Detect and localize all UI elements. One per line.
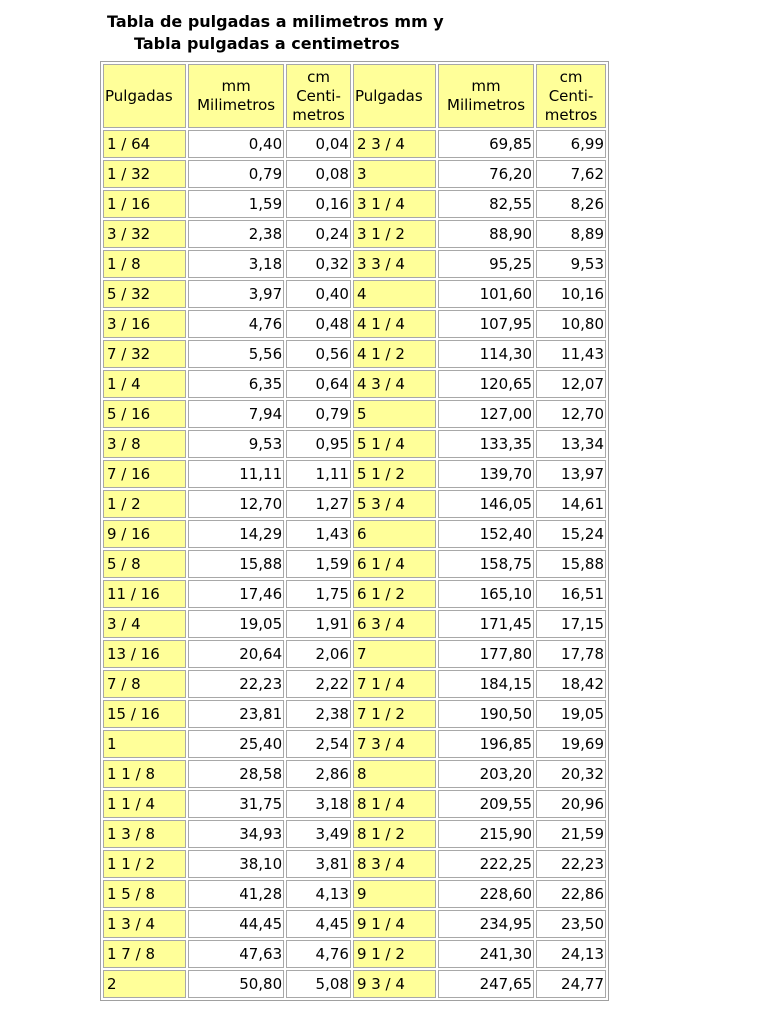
header-cm-abbr: cm [559, 67, 583, 86]
cell-inch-right: 8 1 / 4 [353, 790, 436, 818]
cell-inch-left: 1 / 4 [103, 370, 186, 398]
cell-cm-left: 0,56 [286, 340, 351, 368]
cell-inch-right: 5 1 / 2 [353, 460, 436, 488]
cell-mm-right: 101,60 [438, 280, 534, 308]
table-row [103, 160, 606, 188]
cell-inch-left: 1 / 64 [103, 130, 186, 158]
header-cm-name-1: Centi- [548, 86, 594, 105]
cell-inch-right: 5 3 / 4 [353, 490, 436, 518]
cell-mm-right: 190,50 [438, 700, 534, 728]
cell-mm-right: 95,25 [438, 250, 534, 278]
cell-inch-right: 2 3 / 4 [353, 130, 436, 158]
cell-cm-right: 24,77 [536, 970, 606, 998]
cell-inch-right: 4 1 / 2 [353, 340, 436, 368]
cell-mm-left: 44,45 [188, 910, 284, 938]
cell-mm-left: 41,28 [188, 880, 284, 908]
cell-cm-right: 22,86 [536, 880, 606, 908]
cell-mm-right: 158,75 [438, 550, 534, 578]
cell-mm-right: 120,65 [438, 370, 534, 398]
conversion-table [100, 61, 609, 1001]
cell-inch-left: 15 / 16 [103, 700, 186, 728]
cell-mm-left: 23,81 [188, 700, 284, 728]
cell-cm-right: 12,70 [536, 400, 606, 428]
cell-cm-left: 1,59 [286, 550, 351, 578]
cell-cm-right: 21,59 [536, 820, 606, 848]
table-row [103, 460, 606, 488]
title-line-1: Tabla de pulgadas a milimetros mm y [107, 12, 444, 31]
cell-inch-left: 7 / 32 [103, 340, 186, 368]
table-row [103, 400, 606, 428]
table-row [103, 790, 606, 818]
table-row [103, 910, 606, 938]
cell-cm-left: 0,79 [286, 400, 351, 428]
table-row [103, 220, 606, 248]
cell-mm-left: 17,46 [188, 580, 284, 608]
table-row [103, 430, 606, 458]
header-mm-abbr: mm [221, 77, 251, 95]
table-row [103, 520, 606, 548]
cell-mm-left: 2,38 [188, 220, 284, 248]
table-header [103, 64, 606, 128]
header-cm-name-2: metros [544, 105, 598, 124]
cell-cm-right: 10,16 [536, 280, 606, 308]
header-cm-right [536, 64, 606, 128]
cell-mm-right: 171,45 [438, 610, 534, 638]
cell-cm-left: 0,48 [286, 310, 351, 338]
cell-mm-left: 38,10 [188, 850, 284, 878]
table-row [103, 670, 606, 698]
cell-mm-left: 50,80 [188, 970, 284, 998]
cell-cm-left: 3,49 [286, 820, 351, 848]
cell-mm-right: 82,55 [438, 190, 534, 218]
cell-inch-right: 4 1 / 4 [353, 310, 436, 338]
cell-inch-right: 8 3 / 4 [353, 850, 436, 878]
header-mm-name: Milimetros [197, 96, 276, 114]
cell-mm-right: 247,65 [438, 970, 534, 998]
cell-cm-right: 12,07 [536, 370, 606, 398]
cell-cm-left: 0,64 [286, 370, 351, 398]
cell-mm-right: 88,90 [438, 220, 534, 248]
cell-mm-right: 241,30 [438, 940, 534, 968]
cell-mm-left: 47,63 [188, 940, 284, 968]
cell-inch-left: 1 3 / 8 [103, 820, 186, 848]
header-pulgadas-left [103, 64, 186, 128]
cell-inch-right: 3 3 / 4 [353, 250, 436, 278]
cell-inch-left: 1 5 / 8 [103, 880, 186, 908]
table-row [103, 820, 606, 848]
cell-mm-left: 34,93 [188, 820, 284, 848]
cell-cm-left: 1,91 [286, 610, 351, 638]
cell-inch-right: 6 3 / 4 [353, 610, 436, 638]
cell-mm-right: 234,95 [438, 910, 534, 938]
table-row [103, 970, 606, 998]
cell-cm-left: 0,16 [286, 190, 351, 218]
header-pulgadas-label: Pulgadas [105, 86, 173, 105]
cell-inch-left: 3 / 32 [103, 220, 186, 248]
table-row [103, 640, 606, 668]
cell-cm-right: 20,96 [536, 790, 606, 818]
cell-cm-right: 10,80 [536, 310, 606, 338]
cell-cm-right: 14,61 [536, 490, 606, 518]
cell-mm-right: 146,05 [438, 490, 534, 518]
cell-mm-left: 12,70 [188, 490, 284, 518]
cell-mm-right: 184,15 [438, 670, 534, 698]
table-row [103, 280, 606, 308]
cell-cm-left: 1,27 [286, 490, 351, 518]
cell-mm-right: 76,20 [438, 160, 534, 188]
table-row [103, 190, 606, 218]
cell-inch-left: 3 / 16 [103, 310, 186, 338]
cell-inch-right: 3 1 / 4 [353, 190, 436, 218]
cell-inch-left: 9 / 16 [103, 520, 186, 548]
header-pulgadas-label: Pulgadas [354, 86, 423, 105]
cell-cm-left: 3,18 [286, 790, 351, 818]
cell-mm-right: 196,85 [438, 730, 534, 758]
table-row [103, 490, 606, 518]
table-row [103, 580, 606, 608]
table-row [103, 310, 606, 338]
cell-cm-right: 16,51 [536, 580, 606, 608]
cell-mm-left: 4,76 [188, 310, 284, 338]
cell-inch-left: 11 / 16 [103, 580, 186, 608]
cell-inch-left: 1 3 / 4 [103, 910, 186, 938]
cell-mm-right: 209,55 [438, 790, 534, 818]
cell-inch-right: 8 [353, 760, 436, 788]
cell-cm-left: 2,86 [286, 760, 351, 788]
cell-inch-right: 7 1 / 2 [353, 700, 436, 728]
table-row [103, 850, 606, 878]
cell-cm-left: 0,95 [286, 430, 351, 458]
table-row [103, 340, 606, 368]
cell-inch-left: 1 1 / 4 [103, 790, 186, 818]
cell-inch-right: 9 1 / 4 [353, 910, 436, 938]
table-row [103, 880, 606, 908]
cell-cm-right: 13,34 [536, 430, 606, 458]
cell-cm-right: 11,43 [536, 340, 606, 368]
cell-mm-left: 14,29 [188, 520, 284, 548]
cell-mm-right: 127,00 [438, 400, 534, 428]
cell-cm-right: 8,26 [536, 190, 606, 218]
cell-inch-right: 7 1 / 4 [353, 670, 436, 698]
cell-cm-left: 1,43 [286, 520, 351, 548]
cell-mm-left: 11,11 [188, 460, 284, 488]
header-cm-left [286, 64, 351, 128]
table-row [103, 760, 606, 788]
cell-mm-left: 31,75 [188, 790, 284, 818]
cell-cm-left: 1,75 [286, 580, 351, 608]
table-row [103, 370, 606, 398]
cell-inch-left: 1 / 8 [103, 250, 186, 278]
cell-inch-left: 3 / 4 [103, 610, 186, 638]
cell-inch-right: 4 [353, 280, 436, 308]
cell-cm-right: 20,32 [536, 760, 606, 788]
cell-mm-left: 22,23 [188, 670, 284, 698]
cell-mm-left: 15,88 [188, 550, 284, 578]
cell-cm-left: 2,22 [286, 670, 351, 698]
cell-mm-right: 133,35 [438, 430, 534, 458]
cell-mm-left: 0,79 [188, 160, 284, 188]
table-row [103, 250, 606, 278]
cell-mm-left: 19,05 [188, 610, 284, 638]
cell-inch-right: 6 [353, 520, 436, 548]
cell-mm-left: 3,18 [188, 250, 284, 278]
cell-inch-left: 7 / 16 [103, 460, 186, 488]
header-row [103, 64, 606, 128]
cell-inch-left: 5 / 16 [103, 400, 186, 428]
table-row [103, 550, 606, 578]
cell-cm-right: 22,23 [536, 850, 606, 878]
cell-cm-right: 7,62 [536, 160, 606, 188]
table-row [103, 700, 606, 728]
table-row [103, 730, 606, 758]
cell-inch-left: 5 / 8 [103, 550, 186, 578]
cell-mm-left: 1,59 [188, 190, 284, 218]
header-mm-right [438, 64, 534, 128]
cell-mm-left: 0,40 [188, 130, 284, 158]
cell-inch-right: 7 [353, 640, 436, 668]
cell-inch-left: 7 / 8 [103, 670, 186, 698]
cell-cm-right: 17,15 [536, 610, 606, 638]
cell-inch-left: 1 / 2 [103, 490, 186, 518]
cell-inch-right: 8 1 / 2 [353, 820, 436, 848]
cell-inch-left: 1 1 / 2 [103, 850, 186, 878]
cell-inch-right: 3 [353, 160, 436, 188]
cell-cm-left: 0,40 [286, 280, 351, 308]
cell-inch-left: 3 / 8 [103, 430, 186, 458]
cell-mm-left: 20,64 [188, 640, 284, 668]
cell-cm-right: 17,78 [536, 640, 606, 668]
header-cm-name-2: metros [292, 105, 345, 124]
cell-cm-left: 4,13 [286, 880, 351, 908]
cell-cm-left: 0,32 [286, 250, 351, 278]
cell-inch-right: 9 [353, 880, 436, 908]
header-cm-abbr: cm [307, 67, 330, 86]
table-row [103, 130, 606, 158]
cell-cm-left: 4,76 [286, 940, 351, 968]
cell-cm-right: 15,24 [536, 520, 606, 548]
cell-cm-right: 18,42 [536, 670, 606, 698]
cell-mm-left: 7,94 [188, 400, 284, 428]
title-line-2: Tabla pulgadas a centimetros [134, 34, 400, 53]
cell-mm-right: 222,25 [438, 850, 534, 878]
cell-inch-right: 6 1 / 2 [353, 580, 436, 608]
cell-inch-left: 1 / 16 [103, 190, 186, 218]
cell-cm-left: 2,38 [286, 700, 351, 728]
cell-inch-right: 9 3 / 4 [353, 970, 436, 998]
cell-cm-left: 0,08 [286, 160, 351, 188]
cell-mm-left: 28,58 [188, 760, 284, 788]
cell-cm-right: 15,88 [536, 550, 606, 578]
cell-cm-left: 2,06 [286, 640, 351, 668]
cell-cm-left: 0,24 [286, 220, 351, 248]
cell-inch-right: 6 1 / 4 [353, 550, 436, 578]
cell-mm-right: 139,70 [438, 460, 534, 488]
cell-inch-left: 5 / 32 [103, 280, 186, 308]
cell-inch-right: 5 [353, 400, 436, 428]
cell-cm-left: 5,08 [286, 970, 351, 998]
cell-inch-right: 3 1 / 2 [353, 220, 436, 248]
header-mm-abbr: mm [471, 77, 501, 95]
cell-inch-right: 4 3 / 4 [353, 370, 436, 398]
cell-inch-left: 1 [103, 730, 186, 758]
cell-inch-left: 1 / 32 [103, 160, 186, 188]
cell-inch-left: 2 [103, 970, 186, 998]
cell-mm-right: 165,10 [438, 580, 534, 608]
cell-cm-left: 1,11 [286, 460, 351, 488]
cell-cm-right: 19,69 [536, 730, 606, 758]
cell-cm-right: 6,99 [536, 130, 606, 158]
cell-mm-right: 177,80 [438, 640, 534, 668]
cell-mm-right: 107,95 [438, 310, 534, 338]
table-body [103, 130, 606, 998]
header-mm-left [188, 64, 284, 128]
cell-inch-right: 9 1 / 2 [353, 940, 436, 968]
cell-mm-right: 152,40 [438, 520, 534, 548]
cell-cm-right: 23,50 [536, 910, 606, 938]
cell-cm-left: 2,54 [286, 730, 351, 758]
cell-cm-right: 24,13 [536, 940, 606, 968]
cell-inch-left: 13 / 16 [103, 640, 186, 668]
cell-cm-left: 3,81 [286, 850, 351, 878]
cell-inch-right: 7 3 / 4 [353, 730, 436, 758]
cell-cm-right: 8,89 [536, 220, 606, 248]
cell-mm-left: 5,56 [188, 340, 284, 368]
cell-mm-right: 228,60 [438, 880, 534, 908]
cell-inch-right: 5 1 / 4 [353, 430, 436, 458]
cell-mm-left: 9,53 [188, 430, 284, 458]
cell-cm-right: 9,53 [536, 250, 606, 278]
cell-mm-left: 3,97 [188, 280, 284, 308]
cell-cm-left: 4,45 [286, 910, 351, 938]
page-title [107, 11, 444, 55]
cell-cm-right: 13,97 [536, 460, 606, 488]
header-mm-name: Milimetros [447, 96, 526, 114]
header-pulgadas-right [353, 64, 436, 128]
cell-cm-right: 19,05 [536, 700, 606, 728]
cell-mm-left: 6,35 [188, 370, 284, 398]
cell-inch-left: 1 1 / 8 [103, 760, 186, 788]
cell-inch-left: 1 7 / 8 [103, 940, 186, 968]
cell-mm-right: 215,90 [438, 820, 534, 848]
header-cm-name-1: Centi- [296, 86, 341, 105]
cell-mm-right: 114,30 [438, 340, 534, 368]
table-row [103, 940, 606, 968]
table-row [103, 610, 606, 638]
cell-mm-right: 69,85 [438, 130, 534, 158]
cell-mm-right: 203,20 [438, 760, 534, 788]
cell-mm-left: 25,40 [188, 730, 284, 758]
cell-cm-left: 0,04 [286, 130, 351, 158]
